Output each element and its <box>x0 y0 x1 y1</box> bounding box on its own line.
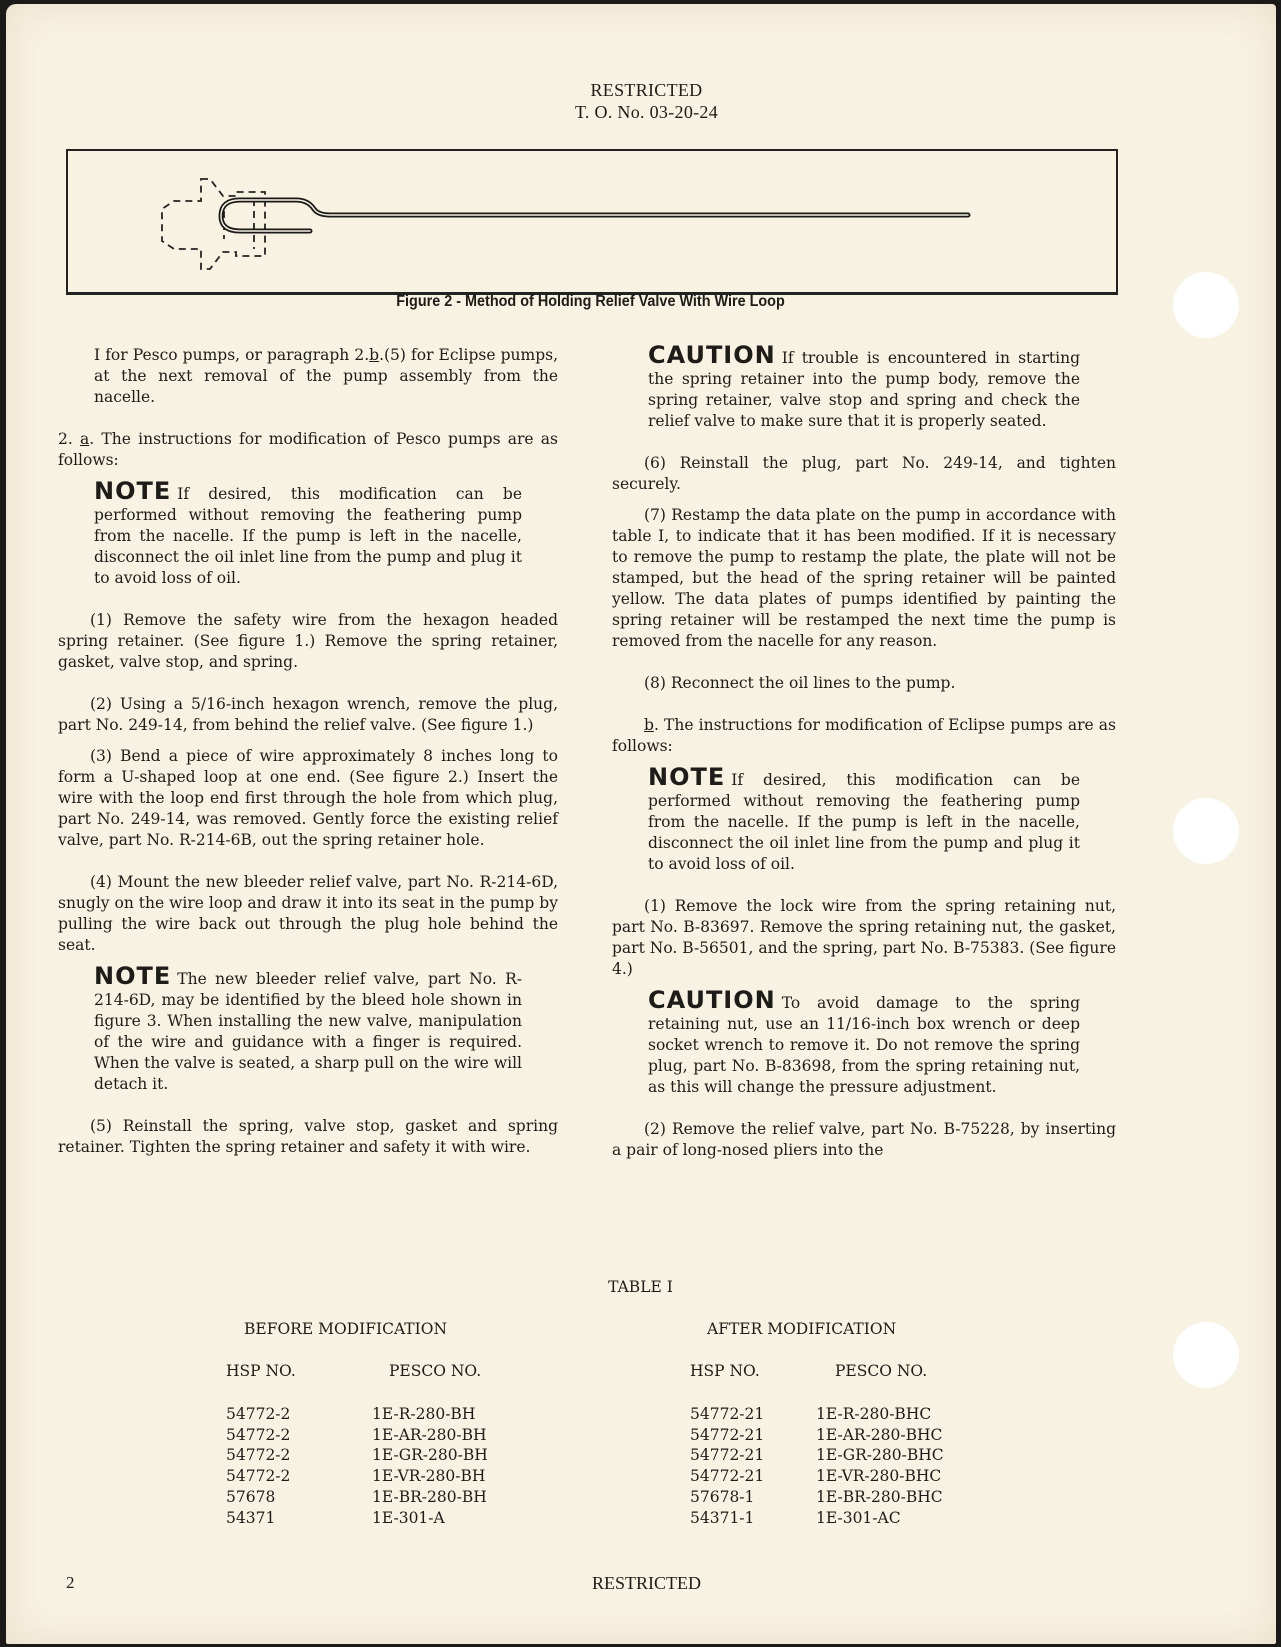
caution-flag: CAUTION <box>648 341 776 369</box>
table-cell: 54772-2 <box>226 1467 291 1486</box>
table-cell: 1E-GR-280-BH <box>372 1446 488 1465</box>
figure-caption: Figure 2 - Method of Holding Relief Valve With Wire Loop <box>396 293 785 310</box>
note-flag: NOTE <box>94 477 172 505</box>
paragraph-2b: b. The instructions for modification of Eclipse pumps are as follows: <box>612 716 1116 755</box>
table-cell: 1E-GR-280-BHC <box>816 1446 944 1465</box>
caution-1: CAUTION If trouble is encountered in starting the spring retainer into the pump body, remove the spring retainer, valve stop and spring and check the relief valve to make sure that it is properly seated. <box>648 341 1080 430</box>
wire-loop-diagram-icon <box>68 151 1116 292</box>
table-cell: 54371-1 <box>690 1508 755 1527</box>
header-classification: RESTRICTED <box>590 80 703 100</box>
step-a6: (6) Reinstall the plug, part No. 249-14, and tighten securely. <box>612 454 1116 493</box>
left-column <box>58 345 558 1158</box>
note-2: NOTE The new bleeder relief valve, part No. R-214-6D, may be identified by the bleed hole shown in figure 3. When installing the new valve, manipulation of the wire and guidance with a finger is required. When the valve is seated, a sharp pull on the wire will detach it. <box>94 962 522 1093</box>
step-a8: (8) Reconnect the oil lines to the pump. <box>644 674 956 692</box>
table-cell: 54772-2 <box>226 1446 291 1465</box>
table-cell: 1E-301-A <box>372 1508 445 1527</box>
table-cell: 54772-2 <box>226 1405 291 1423</box>
table-cell: 1E-VR-280-BHC <box>816 1467 942 1486</box>
note-3: NOTE If desired, this modification can be performed without removing the feathering pump from the nacelle. If the pump is left in the nacelle, disconnect the oil inlet line from the pump and plug it to avoid loss of oil. <box>648 763 1080 873</box>
footer-classification: RESTRICTED <box>591 1573 701 1593</box>
table-cell: 54772-21 <box>690 1425 765 1444</box>
step-a4: (4) Mount the new bleeder relief valve, part No. R-214-6D, snugly on the wire loop and draw it into its seat in the pump by pulling the wire back out through the plug hole behind the seat. <box>58 873 558 954</box>
caution-2: CAUTION To avoid damage to the spring retaining nut, use an 11/16-inch box wrench or deep socket wrench to remove it. Do not remove the spring plug, part No. B-83698, from the spring retaining nut, as this will change the pressure adjustment. <box>648 986 1080 1096</box>
punch-hole-top <box>1173 272 1239 338</box>
figure-2-frame <box>66 149 1118 295</box>
after-pesco-header: PESCO NO. <box>835 1362 928 1380</box>
header-doc-number: T. O. No. 03-20-24 <box>574 102 719 122</box>
table-cell: 1E-301-AC <box>816 1508 901 1527</box>
table-cell: 54772-21 <box>690 1467 765 1486</box>
step-a2: (2) Using a 5/16-inch hexagon wrench, remove the plug, part No. 249-14, from behind the relief valve. (See figure 1.) <box>58 695 558 734</box>
after-heading: AFTER MODIFICATION <box>707 1320 897 1338</box>
paragraph-2a: 2. a. The instructions for modification of Pesco pumps are as follows: <box>58 430 558 469</box>
note-flag: NOTE <box>94 962 172 990</box>
table-cell: 1E-R-280-BH <box>372 1405 476 1423</box>
right-column <box>612 341 1116 1161</box>
step-a7: (7) Restamp the data plate on the pump in accordance with table I, to indicate that it has been modified. If it is necessary to remove the pump to restamp the plate, the plate will not be stamped, but the head of the spring retainer will be painted yellow. The data plates of pumps identified by painting the spring retainer will be restamped the next time the pump is removed from the nacelle for any reason. <box>612 506 1116 650</box>
note-flag: NOTE <box>648 763 726 791</box>
step-a1: (1) Remove the safety wire from the hexagon headed spring retainer. (See figure 1.) Remove the spring retainer, gasket, valve stop, and spring. <box>58 611 558 671</box>
before-hsp-column <box>226 1404 290 1528</box>
step-b2: (2) Remove the relief valve, part No. B-75228, by inserting a pair of long-nosed pliers into the <box>612 1120 1116 1159</box>
after-hsp-column <box>690 1404 764 1528</box>
punch-hole-middle <box>1173 798 1239 864</box>
step-b1: (1) Remove the lock wire from the spring retaining nut, part No. B-83697. Remove the spring retaining nut, the gasket, part No. B-56501, and the spring, part No. B-75383. (See figure 4.) <box>612 897 1116 978</box>
table-cell: 1E-AR-280-BH <box>372 1425 487 1444</box>
table-cell: 1E-AR-280-BHC <box>816 1425 943 1444</box>
table-cell: 1E-VR-280-BH <box>372 1467 486 1486</box>
step-a3: (3) Bend a piece of wire approximately 8 inches long to form a U-shaped loop at one end. (See figure 2.) Insert the wire with the loop end first through the hole from which plug, part No. 249-14, was removed. Gently force the existing relief valve, part No. R-214-6B, out the spring retainer hole. <box>58 747 558 849</box>
table-cell: 1E-R-280-BHC <box>816 1405 932 1423</box>
table-cell: 54772-2 <box>226 1425 291 1444</box>
note-1: NOTE If desired, this modification can be performed without removing the feathering pump from the nacelle. If the pump is left in the nacelle, disconnect the oil inlet line from the pump and plug it to avoid loss of oil. <box>94 477 522 587</box>
after-pesco-column <box>816 1404 944 1528</box>
table-cell: 1E-BR-280-BHC <box>816 1487 943 1506</box>
table-cell: 54772-21 <box>690 1446 765 1465</box>
punch-hole-bottom <box>1173 1322 1239 1388</box>
step-a5: (5) Reinstall the spring, valve stop, gasket and spring retainer. Tighten the spring retainer and safety it with wire. <box>58 1117 558 1156</box>
table-title: TABLE I <box>608 1278 673 1296</box>
table-cell: 57678-1 <box>690 1487 755 1506</box>
table-cell: 54371 <box>226 1508 276 1527</box>
table-cell: 1E-BR-280-BH <box>372 1487 487 1506</box>
table-cell: 54772-21 <box>690 1405 765 1423</box>
before-hsp-header: HSP NO. <box>226 1362 296 1380</box>
before-heading: BEFORE MODIFICATION <box>244 1320 448 1338</box>
before-pesco-column <box>372 1404 488 1528</box>
caution-flag: CAUTION <box>648 986 776 1014</box>
table-cell: 57678 <box>226 1487 276 1506</box>
before-pesco-header: PESCO NO. <box>389 1362 482 1380</box>
continued-paragraph: I for Pesco pumps, or paragraph 2.b.(5) for Eclipse pumps, at the next removal of the pump assembly from the nacelle. <box>94 346 558 406</box>
page-number: 2 <box>66 1573 75 1592</box>
document-page <box>6 4 1276 1644</box>
after-hsp-header: HSP NO. <box>690 1362 760 1380</box>
